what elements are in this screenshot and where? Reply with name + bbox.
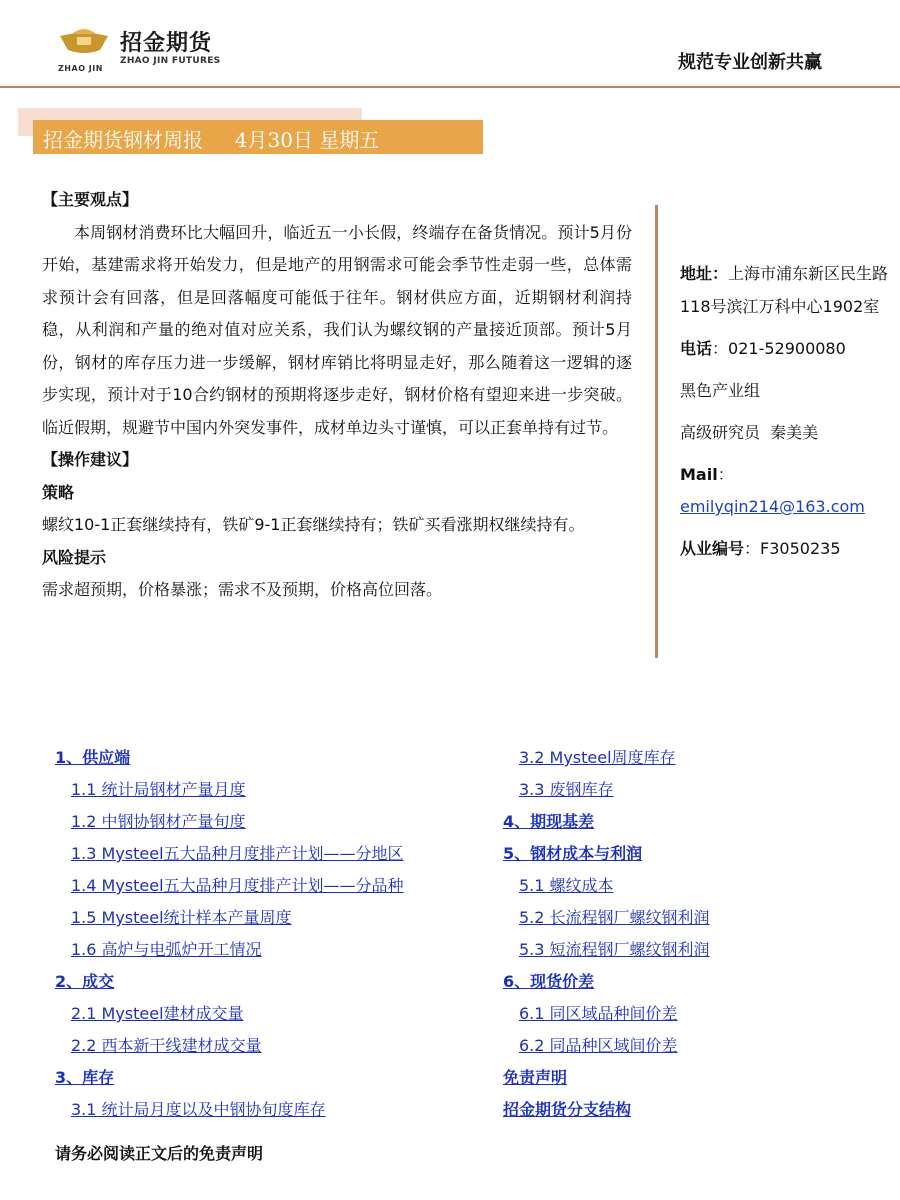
contact-sidebar — [680, 258, 890, 565]
strategy-label: 策略 — [42, 482, 75, 502]
toc-link[interactable]: 5.1 螺纹成本 — [519, 876, 614, 895]
toc-link[interactable]: 1.5 Mysteel统计样本产量周度 — [71, 908, 292, 927]
toc-link[interactable]: 3.1 统计局月度以及中钢协旬度库存 — [71, 1100, 326, 1119]
license-label: 从业编号 — [680, 539, 745, 558]
mail-value-line — [680, 491, 890, 523]
toc-right-column — [503, 742, 803, 1126]
toc-link[interactable]: 1.6 高炉与电弧炉开工情况 — [71, 940, 262, 959]
toc-link[interactable]: 3、库存 — [55, 1068, 115, 1087]
toc-link[interactable]: 2、成交 — [55, 972, 115, 991]
address-label: 地址 — [680, 264, 713, 283]
researcher-name: 高级研究员 秦美美 — [680, 423, 819, 442]
toc-link[interactable]: 5.3 短流程钢厂螺纹钢利润 — [519, 940, 710, 959]
company-logo — [58, 22, 258, 73]
license-colon: ： — [744, 539, 761, 558]
company-slogan: 规范专业创新共赢 — [678, 52, 822, 73]
toc-link[interactable]: 2.2 西本新干线建材成交量 — [71, 1036, 262, 1055]
mail-link[interactable]: emilyqin214@163.com — [680, 497, 865, 516]
toc-link[interactable]: 1.4 Mysteel五大品种月度排产计划——分品种 — [71, 876, 404, 895]
toc-link[interactable]: 6.1 同区域品种间价差 — [519, 1004, 678, 1023]
address-value: 上海市浦东新区民生路118号滨江万科中心1902室 — [680, 264, 889, 316]
logo-chinese-name: 招金期货 — [120, 31, 213, 56]
risk-label: 风险提示 — [42, 547, 107, 567]
phone-value: 021-52900080 — [728, 339, 846, 358]
toc-link[interactable]: 3.2 Mysteel周度库存 — [519, 748, 676, 767]
toc-link[interactable]: 6.2 同品种区域间价差 — [519, 1036, 678, 1055]
group-name: 黑色产业组 — [680, 381, 761, 400]
toc-left-column — [55, 742, 475, 1126]
logo-english-name: ZHAO JIN FUTURES — [120, 56, 221, 66]
ingot-logo-icon — [58, 26, 110, 58]
mail-colon: ： — [717, 465, 734, 484]
strategy-text: 螺纹10-1正套继续持有，铁矿9-1正套继续持有；铁矿买看涨期权继续持有。 — [42, 515, 585, 534]
license-line — [680, 533, 890, 565]
license-value: F3050235 — [760, 539, 841, 558]
views-heading: 【主要观点】 — [42, 190, 139, 209]
phone-colon: ： — [712, 339, 729, 358]
toc-link[interactable]: 1.3 Mysteel五大品种月度排产计划——分地区 — [71, 844, 404, 863]
risk-text: 需求超预期，价格暴涨；需求不及预期，价格高位回落。 — [42, 580, 443, 599]
toc-link[interactable]: 5.2 长流程钢厂螺纹钢利润 — [519, 908, 710, 927]
ops-heading: 【操作建议】 — [42, 450, 139, 469]
address-block — [680, 258, 890, 323]
toc-link[interactable]: 1.2 中钢协钢材产量旬度 — [71, 812, 246, 831]
disclaimer-note: 请务必阅读正文后的免责声明 — [55, 1144, 264, 1163]
toc-link[interactable]: 5、钢材成本与利润 — [503, 844, 643, 863]
sidebar-divider — [655, 205, 658, 658]
report-title: 招金期货钢材周报 4月30日 星期五 — [43, 128, 380, 152]
phone-label: 电话 — [680, 339, 713, 358]
toc-link[interactable]: 2.1 Mysteel建材成交量 — [71, 1004, 244, 1023]
header-divider — [0, 86, 900, 88]
toc-link[interactable]: 免责声明 — [503, 1068, 568, 1087]
main-content — [42, 184, 632, 607]
toc-link[interactable]: 4、期现基差 — [503, 812, 595, 831]
phone-line — [680, 333, 890, 365]
toc-link[interactable]: 6、现货价差 — [503, 972, 595, 991]
mail-line — [680, 459, 890, 491]
toc-link[interactable]: 1.1 统计局钢材产量月度 — [71, 780, 246, 799]
address-colon: ： — [712, 264, 729, 283]
views-paragraph: 本周钢材消费环比大幅回升，临近五一小长假，终端存在备货情况。预计5月份开始，基建需求将开始发力，但是地产的用钢需求可能会季节性走弱一些，总体需求预计会有回落，但是回落幅度可能低于往年。钢材供应方面，近期钢材利润持稳，从利润和产量的绝对值对应关系，我们认为螺纹钢的产量接近顶部。预计5月份，钢材的库存压力进一步缓解，钢材库销比将明显走好，那么随着这一逻辑的逐步实现，预计对于10合约钢材的预期将逐步走好，钢材价格有望迎来进一步突破。临近假期，规避节中国内外突发事件，成材单边头寸谨慎，可以正套单持有过节。 — [42, 222, 632, 437]
mail-label: Mail — [680, 465, 718, 484]
toc-link[interactable]: 3.3 废钢库存 — [519, 780, 614, 799]
toc-link[interactable]: 招金期货分支结构 — [503, 1100, 632, 1119]
toc-link[interactable]: 1、供应端 — [55, 748, 131, 767]
logo-english-short: ZHAO JIN — [58, 64, 103, 73]
